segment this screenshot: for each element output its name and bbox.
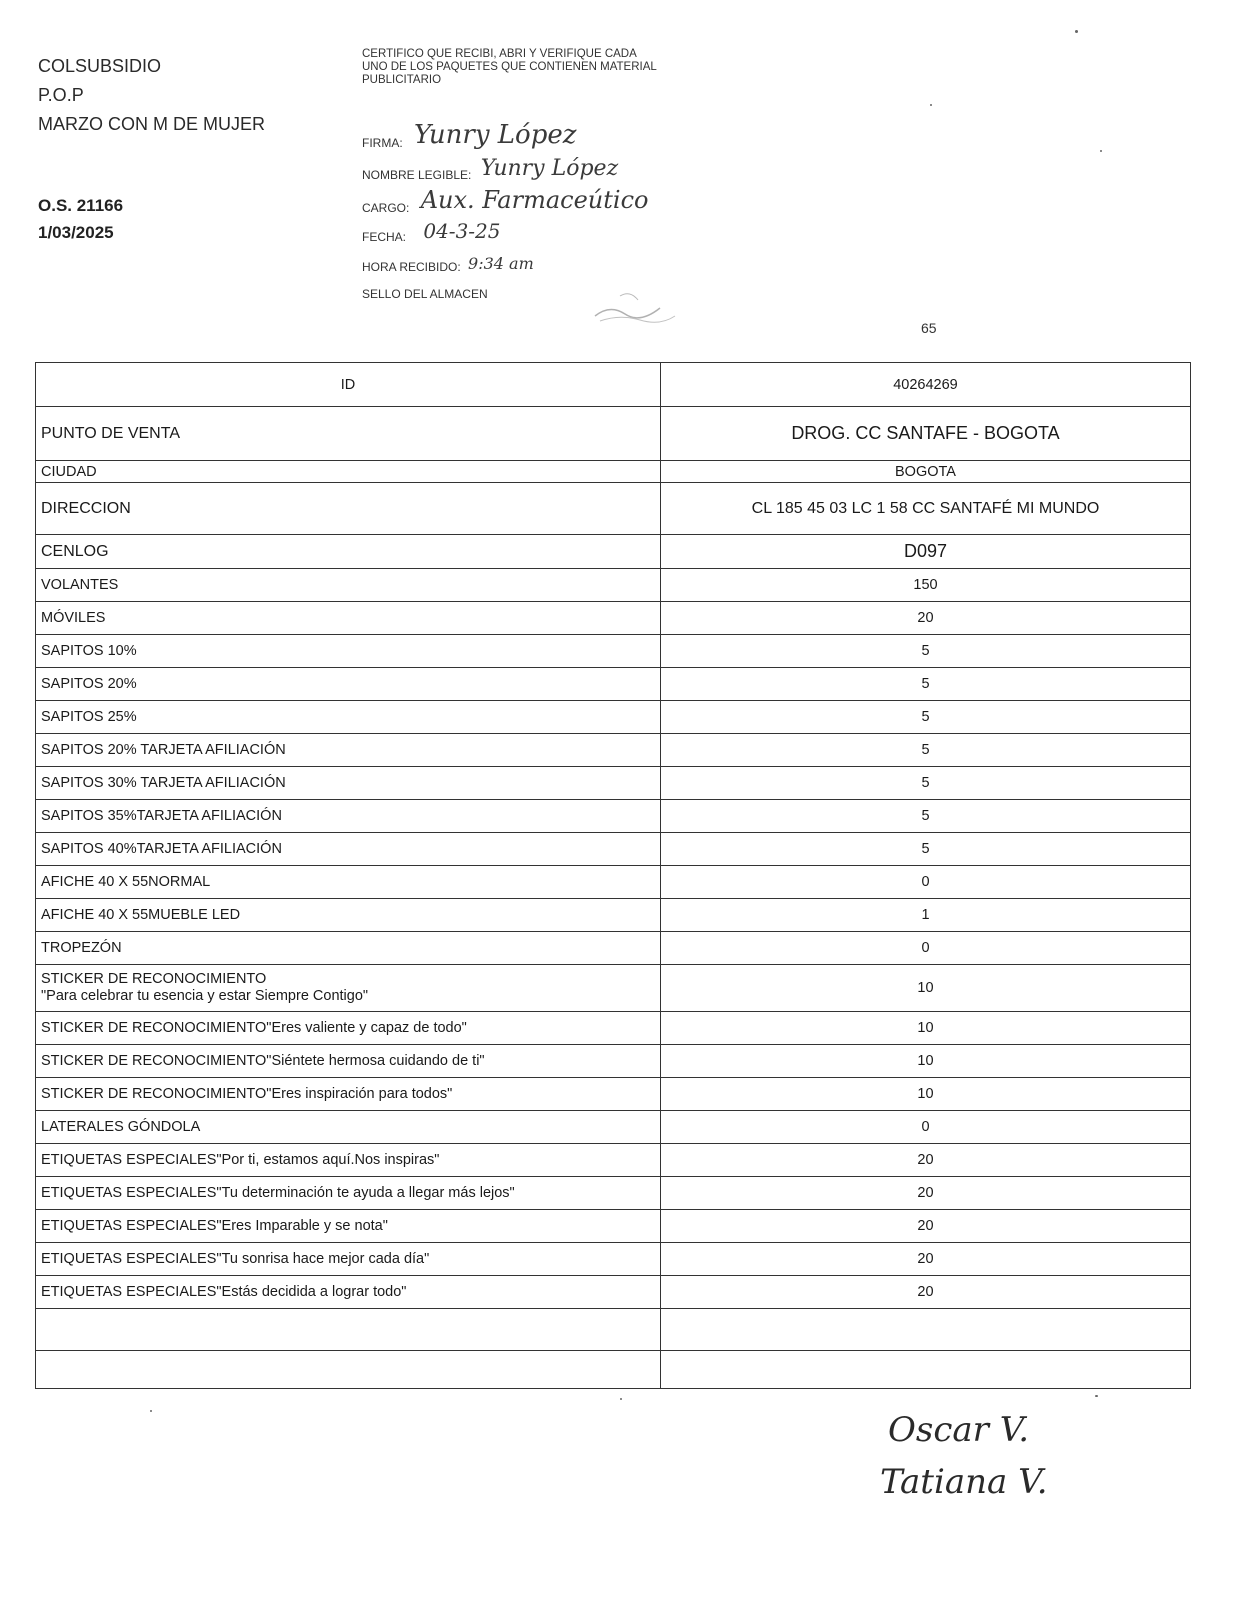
firma-signature: Yunry López xyxy=(414,120,577,150)
item-label: AFICHE 40 X 55MUEBLE LED xyxy=(36,899,661,932)
hora-value: 9:34 am xyxy=(468,254,534,273)
company-name: COLSUBSIDIO xyxy=(38,56,162,76)
item-label: MÓVILES xyxy=(36,602,661,635)
table-row-direccion xyxy=(36,483,1191,535)
document-type: P.O.P xyxy=(38,85,84,105)
item-label: LATERALES GÓNDOLA xyxy=(36,1111,661,1144)
item-label: SAPITOS 10% xyxy=(36,635,661,668)
nombre-value: Yunry López xyxy=(480,156,619,181)
fecha-label: FECHA: xyxy=(362,230,407,244)
order-block xyxy=(38,192,123,246)
item-label: VOLANTES xyxy=(36,569,661,602)
table-row xyxy=(36,635,1191,668)
id-label: ID xyxy=(36,363,661,407)
punto-venta-value: DROG. CC SANTAFE - BOGOTA xyxy=(661,407,1191,461)
table-row xyxy=(36,932,1191,965)
campaign-name: MARZO CON M DE MUJER xyxy=(38,114,265,134)
table-row-ciudad xyxy=(36,461,1191,483)
item-quantity: 20 xyxy=(661,1177,1191,1210)
item-label: ETIQUETAS ESPECIALES"Estás decidida a lograr todo" xyxy=(36,1276,661,1309)
scan-speck xyxy=(620,1398,622,1400)
hora-label: HORA RECIBIDO: xyxy=(362,260,461,274)
item-quantity: 5 xyxy=(661,734,1191,767)
item-label: ETIQUETAS ESPECIALES"Por ti, estamos aquí.Nos inspiras" xyxy=(36,1144,661,1177)
scan-speck xyxy=(1095,1395,1098,1397)
cenlog-value: D097 xyxy=(661,535,1191,569)
item-label-line2: "Para celebrar tu esencia y estar Siempre Contigo" xyxy=(41,988,369,1004)
scan-speck xyxy=(150,1410,152,1412)
fecha-value: 04-3-25 xyxy=(423,219,501,243)
table-row xyxy=(36,767,1191,800)
table-row xyxy=(36,1078,1191,1111)
item-label: STICKER DE RECONOCIMIENTO"Eres inspiración para todos" xyxy=(36,1078,661,1111)
item-label: ETIQUETAS ESPECIALES"Eres Imparable y se nota" xyxy=(36,1210,661,1243)
item-label: SAPITOS 30% TARJETA AFILIACIÓN xyxy=(36,767,661,800)
cargo-field xyxy=(362,186,649,218)
table-row xyxy=(36,569,1191,602)
item-label: STICKER DE RECONOCIMIENTO"Eres valiente y capaz de todo" xyxy=(36,1012,661,1045)
table-row xyxy=(36,1012,1191,1045)
table-row-empty xyxy=(36,1309,1191,1351)
empty-cell xyxy=(661,1309,1191,1351)
certificate-statement: CERTIFICO QUE RECIBI, ABRI Y VERIFIQUE CADA UNO DE LOS PAQUETES QUE CONTIENEN MATERIAL PUBLICITARIO xyxy=(362,48,657,86)
header-left xyxy=(38,52,265,139)
item-label xyxy=(36,965,661,1012)
item-quantity: 5 xyxy=(661,833,1191,866)
page-number: 65 xyxy=(921,320,937,336)
firma-label: FIRMA: xyxy=(362,136,403,150)
table-row-id xyxy=(36,363,1191,407)
item-quantity: 20 xyxy=(661,1276,1191,1309)
item-quantity: 10 xyxy=(661,1045,1191,1078)
table-row xyxy=(36,602,1191,635)
item-quantity: 5 xyxy=(661,701,1191,734)
empty-cell xyxy=(661,1351,1191,1389)
fecha-field xyxy=(362,219,501,246)
item-quantity: 10 xyxy=(661,965,1191,1012)
scan-speck xyxy=(930,104,932,106)
punto-venta-label: PUNTO DE VENTA xyxy=(36,407,661,461)
table-row xyxy=(36,701,1191,734)
table-row xyxy=(36,1045,1191,1078)
empty-cell xyxy=(36,1351,661,1389)
item-label: SAPITOS 20% xyxy=(36,668,661,701)
table-row xyxy=(36,866,1191,899)
table-row xyxy=(36,734,1191,767)
table-row xyxy=(36,1276,1191,1309)
hora-field xyxy=(362,256,534,275)
scan-speck xyxy=(1100,150,1102,152)
cenlog-label: CENLOG xyxy=(36,535,661,569)
table-row xyxy=(36,1144,1191,1177)
empty-cell xyxy=(36,1309,661,1351)
item-quantity: 20 xyxy=(661,602,1191,635)
item-label: SAPITOS 35%TARJETA AFILIACIÓN xyxy=(36,800,661,833)
table-row xyxy=(36,1177,1191,1210)
table-row xyxy=(36,1243,1191,1276)
cargo-label: CARGO: xyxy=(362,201,410,215)
item-label: TROPEZÓN xyxy=(36,932,661,965)
item-quantity: 20 xyxy=(661,1210,1191,1243)
item-label: STICKER DE RECONOCIMIENTO"Siéntete hermosa cuidando de ti" xyxy=(36,1045,661,1078)
item-quantity: 5 xyxy=(661,668,1191,701)
signature-line-1: Oscar V. xyxy=(888,1410,1030,1450)
item-quantity: 0 xyxy=(661,932,1191,965)
item-quantity: 150 xyxy=(661,569,1191,602)
item-quantity: 10 xyxy=(661,1078,1191,1111)
item-label: SAPITOS 25% xyxy=(36,701,661,734)
item-label: SAPITOS 40%TARJETA AFILIACIÓN xyxy=(36,833,661,866)
item-quantity: 5 xyxy=(661,800,1191,833)
item-label: SAPITOS 20% TARJETA AFILIACIÓN xyxy=(36,734,661,767)
signature-line-2: Tatiana V. xyxy=(880,1462,1048,1502)
item-quantity: 5 xyxy=(661,767,1191,800)
table-row-cenlog xyxy=(36,535,1191,569)
order-date: 1/03/2025 xyxy=(38,223,114,242)
firma-field xyxy=(362,120,577,154)
item-quantity: 0 xyxy=(661,1111,1191,1144)
ciudad-value: BOGOTA xyxy=(661,461,1191,483)
scan-speck xyxy=(1075,30,1078,33)
cargo-value: Aux. Farmaceútico xyxy=(420,186,649,214)
sello-label: SELLO DEL ALMACEN xyxy=(362,287,488,301)
item-label: ETIQUETAS ESPECIALES"Tu sonrisa hace mejor cada día" xyxy=(36,1243,661,1276)
table-row xyxy=(36,1111,1191,1144)
table-row xyxy=(36,899,1191,932)
order-number: O.S. 21166 xyxy=(38,196,124,215)
warehouse-stamp xyxy=(590,286,680,326)
item-label: ETIQUETAS ESPECIALES"Tu determinación te ayuda a llegar más lejos" xyxy=(36,1177,661,1210)
delivery-table xyxy=(35,362,1191,1389)
item-quantity: 0 xyxy=(661,866,1191,899)
direccion-value: CL 185 45 03 LC 1 58 CC SANTAFÉ MI MUNDO xyxy=(661,483,1191,535)
table-row xyxy=(36,965,1191,1012)
table-row-empty xyxy=(36,1351,1191,1389)
table-row xyxy=(36,668,1191,701)
direccion-label: DIRECCION xyxy=(36,483,661,535)
item-quantity: 20 xyxy=(661,1243,1191,1276)
item-quantity: 10 xyxy=(661,1012,1191,1045)
item-label: AFICHE 40 X 55NORMAL xyxy=(36,866,661,899)
table-row xyxy=(36,1210,1191,1243)
table-row-punto-venta xyxy=(36,407,1191,461)
table-row xyxy=(36,833,1191,866)
item-quantity: 5 xyxy=(661,635,1191,668)
nombre-field xyxy=(362,156,619,185)
item-quantity: 20 xyxy=(661,1144,1191,1177)
table-row xyxy=(36,800,1191,833)
nombre-label: NOMBRE LEGIBLE: xyxy=(362,168,472,182)
item-quantity: 1 xyxy=(661,899,1191,932)
id-value: 40264269 xyxy=(661,363,1191,407)
ciudad-label: CIUDAD xyxy=(36,461,661,483)
item-label-line1: STICKER DE RECONOCIMIENTO xyxy=(41,971,267,987)
